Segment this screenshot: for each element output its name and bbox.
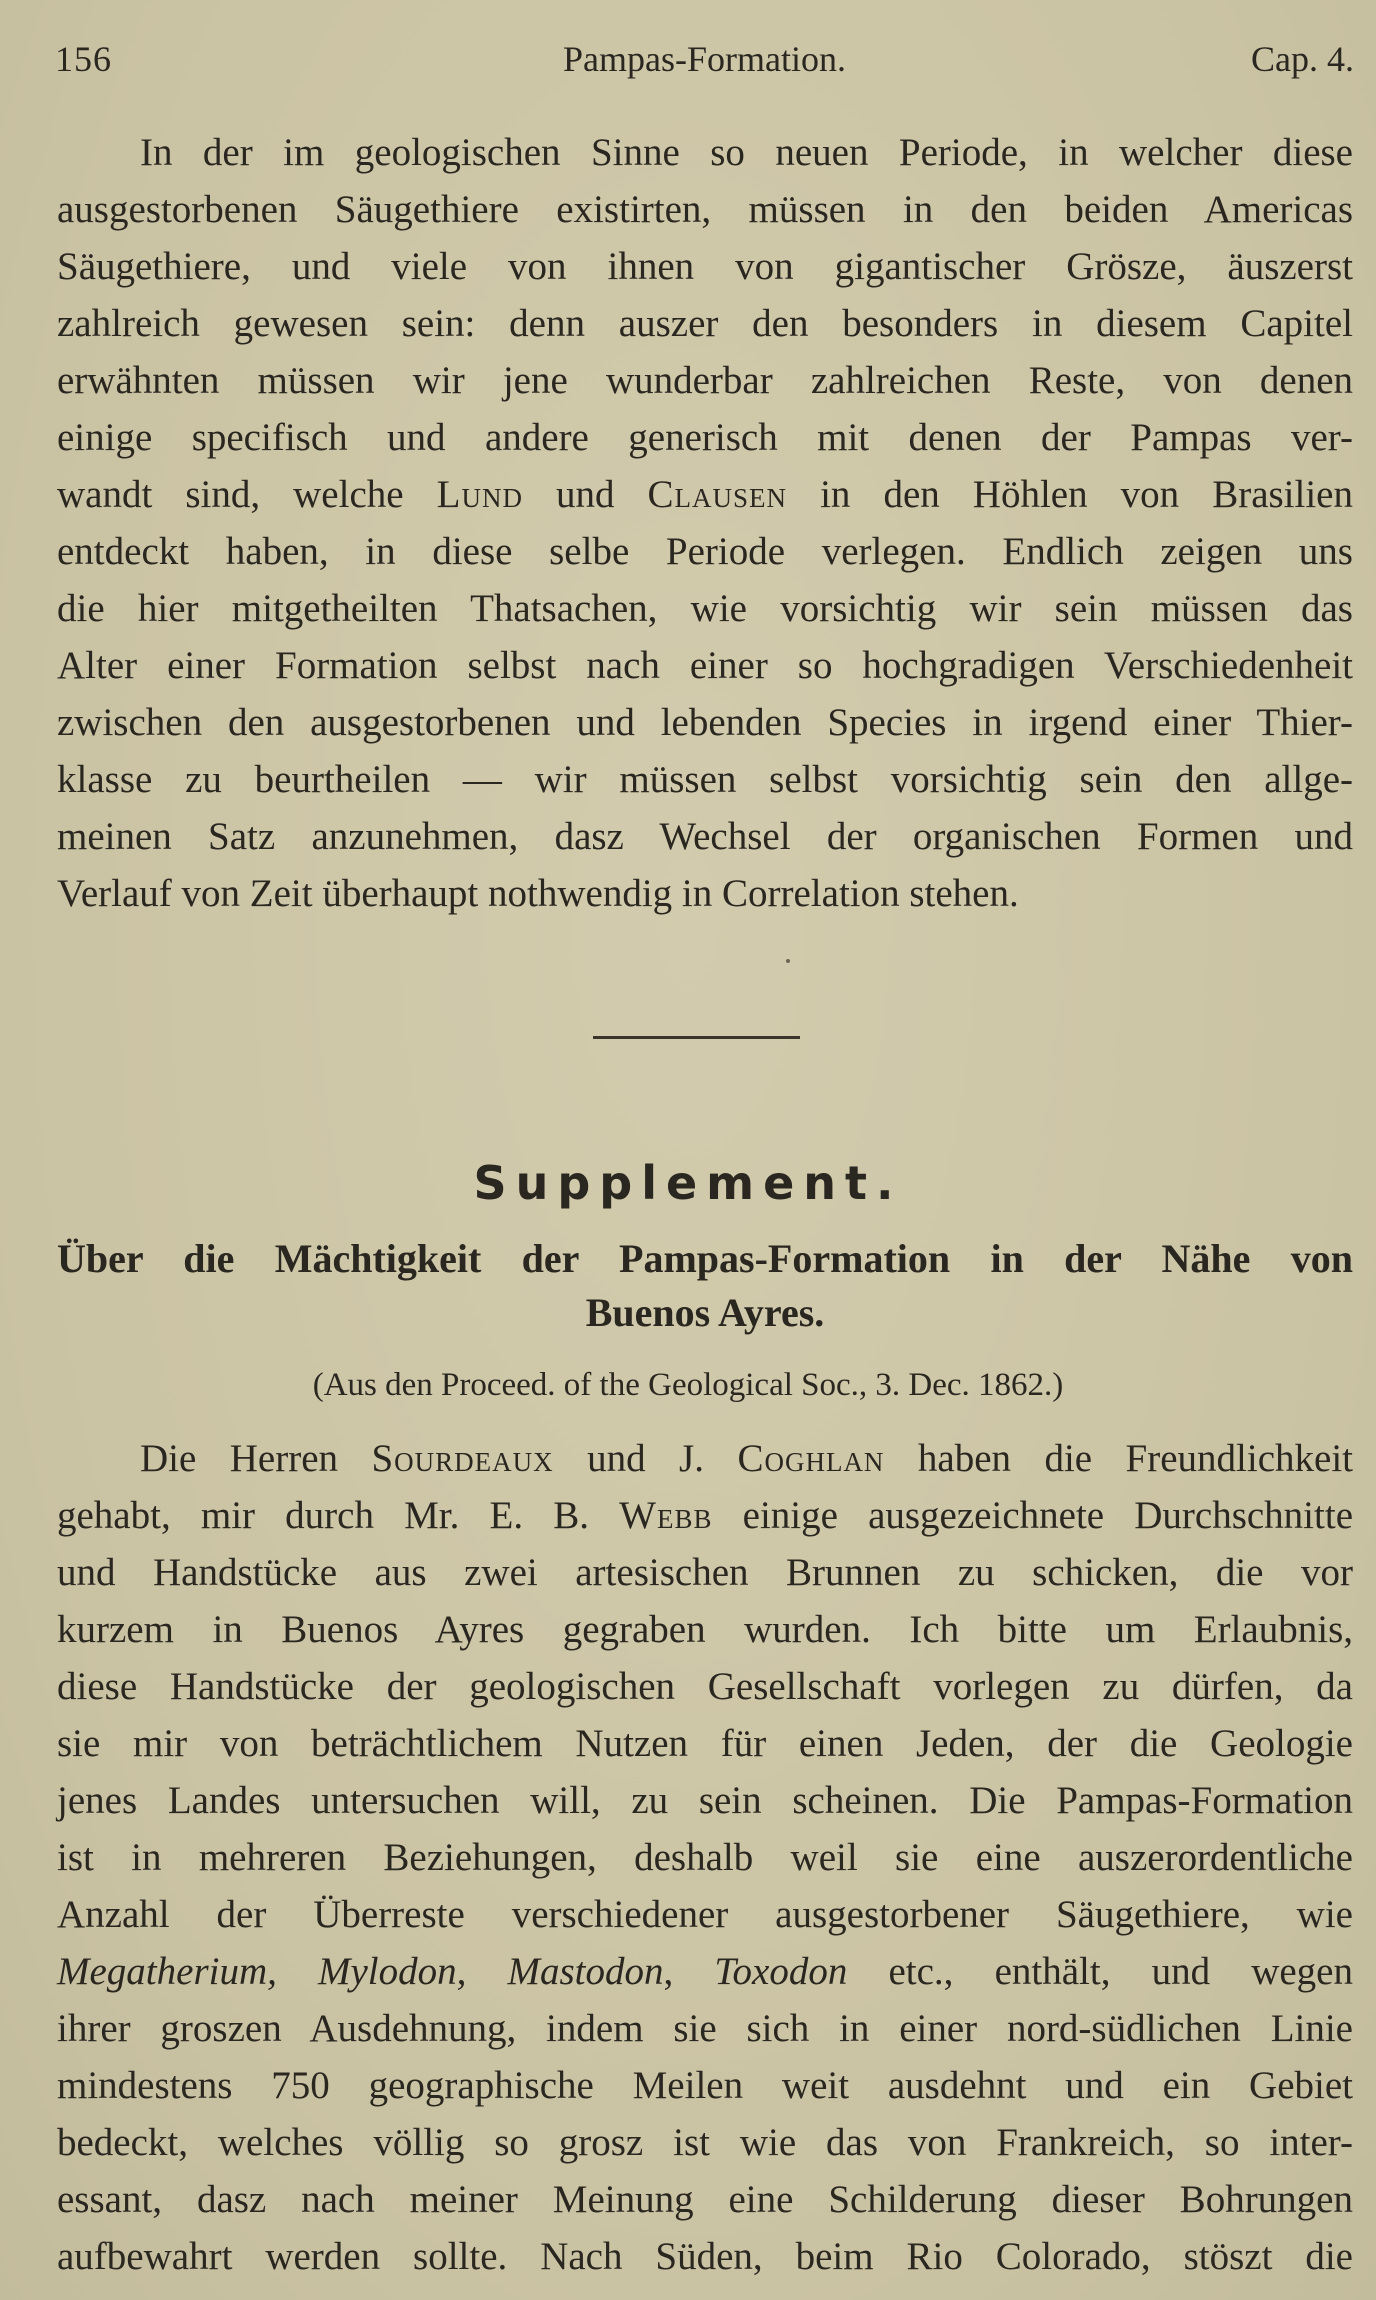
text-line: Säugethiere, und viele von ihnen von gigantischer Grösze, äuszerst [57, 245, 1353, 288]
author-name-coghlan: Coghlan [737, 1437, 885, 1480]
section-divider [593, 1036, 800, 1039]
running-title: Pampas-Formation. [563, 39, 846, 79]
chapter-label: Cap. 4. [1251, 39, 1354, 79]
page-number: 156 [55, 39, 112, 79]
text-line: zahlreich gewesen sein: denn auszer den besonders in diesem Capitel [57, 302, 1353, 345]
text-line: ihrer groszen Ausdehnung, indem sie sich in einer nord-südlichen Linie [57, 2007, 1353, 2050]
text-line: ist in mehreren Beziehungen, deshalb weil sie eine auszerordentliche [57, 1836, 1353, 1879]
text-line: Die Herren Sourdeaux und J. Coghlan haben die Freundlichkeit [140, 1437, 1353, 1480]
paragraph-closing-chapter [57, 124, 1353, 922]
heading-line: Buenos Ayres. [585, 1290, 825, 1335]
paragraph-supplement [57, 1430, 1353, 2285]
author-name-sourdeaux: Sourdeaux [371, 1437, 554, 1480]
text-line: essant, dasz nach meiner Meinung eine Schilderung dieser Bohrungen [57, 2178, 1353, 2221]
text-line: meinen Satz anzunehmen, dasz Wechsel der organischen Formen und [57, 815, 1353, 858]
author-name-lund: Lund [436, 473, 523, 516]
author-name-webb: Webb [619, 1494, 713, 1537]
text-line: einige specifisch und andere generisch mit denen der Pampas ver- [57, 416, 1353, 459]
text-line: entdeckt haben, in diese selbe Periode verlegen. Endlich zeigen uns [57, 530, 1353, 573]
supplement-source-note: (Aus den Proceed. of the Geological Soc., 3. Dec. 1862.) [312, 1367, 1064, 1403]
text-line: klasse zu beurtheilen — wir müssen selbst vorsichtig sein den allge- [57, 758, 1353, 801]
text-line: diese Handstücke der geologischen Gesellschaft vorlegen zu dürfen, da [57, 1665, 1353, 1708]
heading-line: Über die Mächtigkeit der Pampas-Formation in der Nähe von [57, 1236, 1353, 1281]
text-line: zwischen den ausgestorbenen und lebenden Species in irgend einer Thier- [57, 701, 1353, 744]
text-line: erwähnten müssen wir jene wunderbar zahlreichen Reste, von denen [57, 359, 1353, 402]
text-line: jenes Landes untersuchen will, zu sein scheinen. Die Pampas-Formation [57, 1779, 1353, 1822]
text-line: Alter einer Formation selbst nach einer so hochgradigen Verschiedenheit [57, 644, 1353, 687]
text-line: kurzem in Buenos Ayres gegraben wurden. Ich bitte um Erlaubnis, [57, 1608, 1353, 1651]
text-line: Anzahl der Überreste verschiedener ausgestorbener Säugethiere, wie [57, 1893, 1353, 1936]
text-line: wandt sind, welche Lund und Clausen in den Höhlen von Brasilien [57, 473, 1353, 516]
taxon-name-toxodon: Toxodon [714, 1950, 848, 1993]
text-line: bedeckt, welches völlig so grosz ist wie das von Frankreich, so inter- [57, 2121, 1353, 2164]
supplement-title: Supplement. [473, 1156, 903, 1210]
author-name-clausen: Clausen [647, 473, 788, 516]
text-line: In der im geologischen Sinne so neuen Periode, in welcher diese [140, 131, 1353, 174]
text-line: sie mir von beträchtlichem Nutzen für einen Jeden, der die Geologie [57, 1722, 1353, 1765]
text-line: Verlauf von Zeit überhaupt nothwendig in Correlation stehen. [57, 872, 1019, 915]
text-line: mindestens 750 geographische Meilen weit ausdehnt und ein Gebiet [57, 2064, 1353, 2107]
supplement-heading [57, 1232, 1353, 1340]
text-line: ausgestorbenen Säugethiere existirten, müssen in den beiden Americas [57, 188, 1353, 231]
text-line: gehabt, mir durch Mr. E. B. Webb einige ausgezeichnete Durchschnitte [57, 1494, 1354, 1537]
taxon-names: Megatherium, Mylodon, Mastodon [57, 1950, 664, 1993]
text-line: aufbewahrt werden sollte. Nach Süden, beim Rio Colorado, stöszt die [57, 2235, 1353, 2278]
page-header [55, 34, 1354, 84]
print-speck [786, 959, 790, 963]
text-line: die hier mitgetheilten Thatsachen, wie vorsichtig wir sein müssen das [57, 587, 1353, 630]
text-line: und Handstücke aus zwei artesischen Brunnen zu schicken, die vor [57, 1551, 1353, 1594]
text-line: Megatherium, Mylodon, Mastodon, Toxodon etc., enthält, und wegen [57, 1950, 1353, 1993]
